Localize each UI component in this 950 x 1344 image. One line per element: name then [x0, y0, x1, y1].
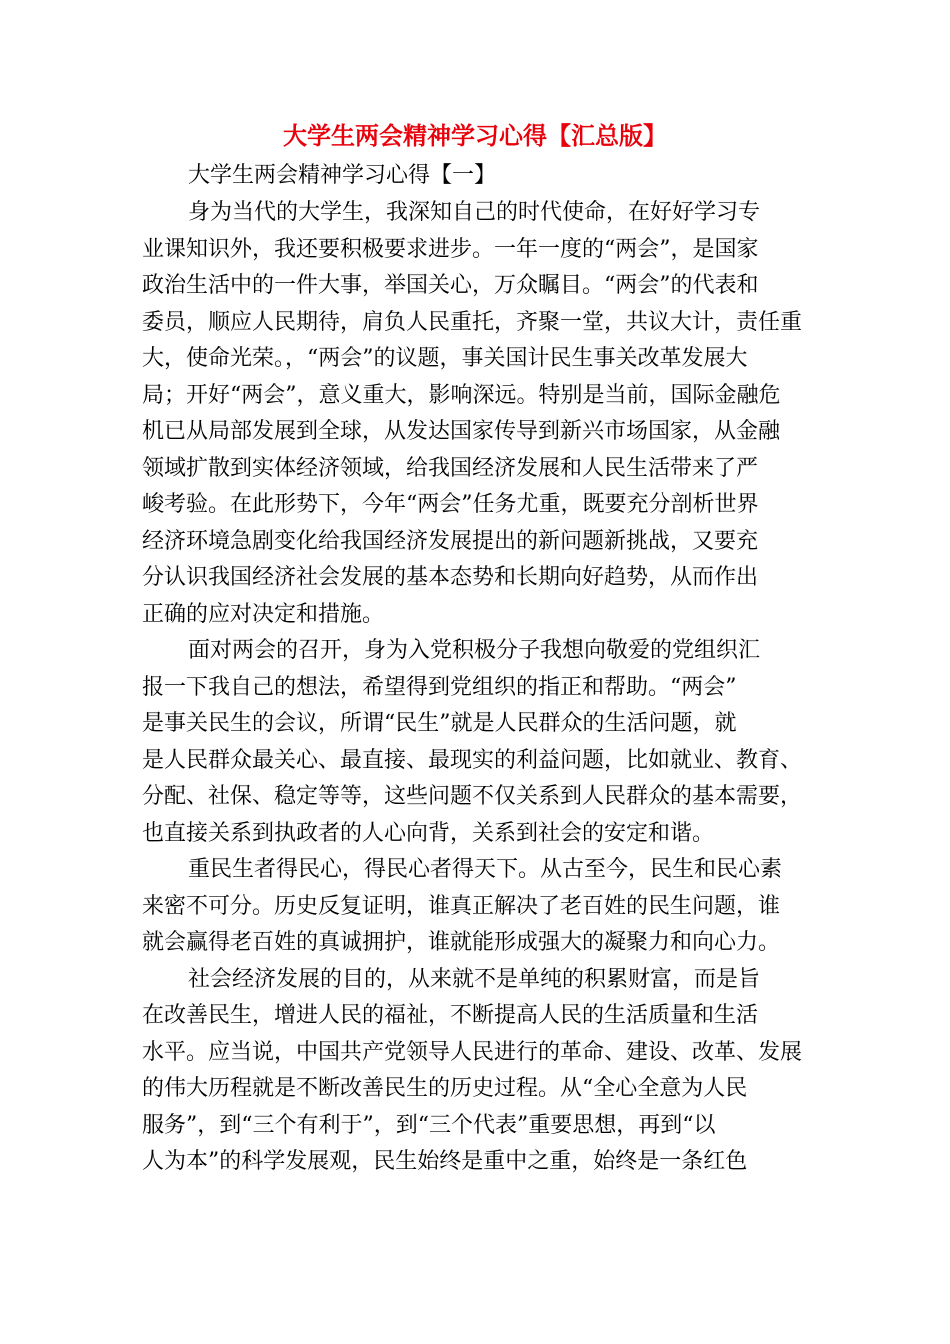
- paragraph-line: 委员，顺应人民期待，肩负人民重托，齐聚一堂，共议大计，责任重: [142, 309, 803, 335]
- paragraph-line: 是事关民生的会议，所谓“民生”就是人民群众的生活问题，就: [142, 711, 737, 736]
- paragraph-line: 是人民群众最关心、最直接、最现实的利益问题，比如就业、教育、: [142, 747, 803, 773]
- paragraph-line: 报一下我自己的想法，希望得到党组织的指正和帮助。“两会”: [142, 674, 737, 700]
- paragraph: [142, 195, 812, 633]
- paragraph-line: 服务”，到“三个有利于”，到“三个代表”重要思想，再到“以: [142, 1112, 716, 1138]
- section-heading: 大学生两会精神学习心得【一】: [188, 163, 497, 188]
- paragraph-line: 机已从局部发展到全球，从发达国家传导到新兴市场国家，从金融: [142, 419, 781, 444]
- paragraph-line: 的伟大历程就是不断改善民生的历史过程。从“全心全意为人民: [142, 1076, 748, 1101]
- paragraph-line: 面对两会的召开，身为入党积极分子我想向敬爱的党组织汇: [188, 638, 761, 663]
- paragraph-line: 重民生者得民心，得民心者得天下。从古至今，民生和民心素: [188, 857, 783, 882]
- paragraph-line: 分配、社保、稳定等等，这些问题不仅关系到人民群众的基本需要，: [142, 784, 803, 809]
- paragraph-line: 业课知识外，我还要积极要求进步。一年一度的“两会”，是国家: [142, 236, 759, 262]
- paragraph-line: 领域扩散到实体经济领域，给我国经济发展和人民生活带来了严: [142, 455, 759, 481]
- paragraph-line: 人为本”的科学发展观，民生始终是重中之重，始终是一条红色: [142, 1149, 748, 1174]
- paragraph-line: 在改善民生，增进人民的福祉，不断提高人民的生活质量和生活: [142, 1003, 759, 1028]
- paragraph-line: 来密不可分。历史反复证明，谁真正解决了老百姓的民生问题，谁: [142, 893, 781, 919]
- body-text: [142, 195, 812, 1181]
- paragraph: [142, 852, 812, 962]
- paragraph: [142, 962, 812, 1181]
- paragraph-line: 政治生活中的一件大事，举国关心，万众瞩目。“两会”的代表和: [142, 273, 759, 298]
- paragraph-line: 身为当代的大学生，我深知自己的时代使命，在好好学习专: [188, 200, 761, 225]
- document-title: 大学生两会精神学习心得【汇总版】: [283, 121, 667, 150]
- paragraph-line: 也直接关系到执政者的人心向背，关系到社会的安定和谐。: [142, 820, 715, 846]
- paragraph-line: 局；开好“两会”，意义重大，影响深远。特别是当前，国际金融危: [142, 382, 781, 408]
- paragraph-line: 就会赢得老百姓的真诚拥护，谁就能形成强大的凝聚力和向心力。: [142, 930, 781, 955]
- paragraph-line: 经济环境急剧变化给我国经济发展提出的新问题新挑战，又要充: [142, 528, 759, 554]
- paragraph-line: 分认识我国经济社会发展的基本态势和长期向好趋势，从而作出: [142, 565, 759, 590]
- paragraph-line: 正确的应对决定和措施。: [142, 601, 385, 627]
- paragraph-line: 社会经济发展的目的，从来就不是单纯的积累财富，而是旨: [188, 966, 761, 992]
- paragraph-line: 大，使命光荣。，“两会”的议题，事关国计民生事关改革发展大: [142, 346, 748, 371]
- section-heading-block: [142, 158, 812, 195]
- paragraph: [142, 633, 812, 852]
- paragraph-line: 水平。应当说，中国共产党领导人民进行的革命、建设、改革、发展: [142, 1039, 803, 1065]
- paragraph-line: 峻考验。在此形势下，今年“两会”任务尤重，既要充分剖析世界: [142, 492, 759, 517]
